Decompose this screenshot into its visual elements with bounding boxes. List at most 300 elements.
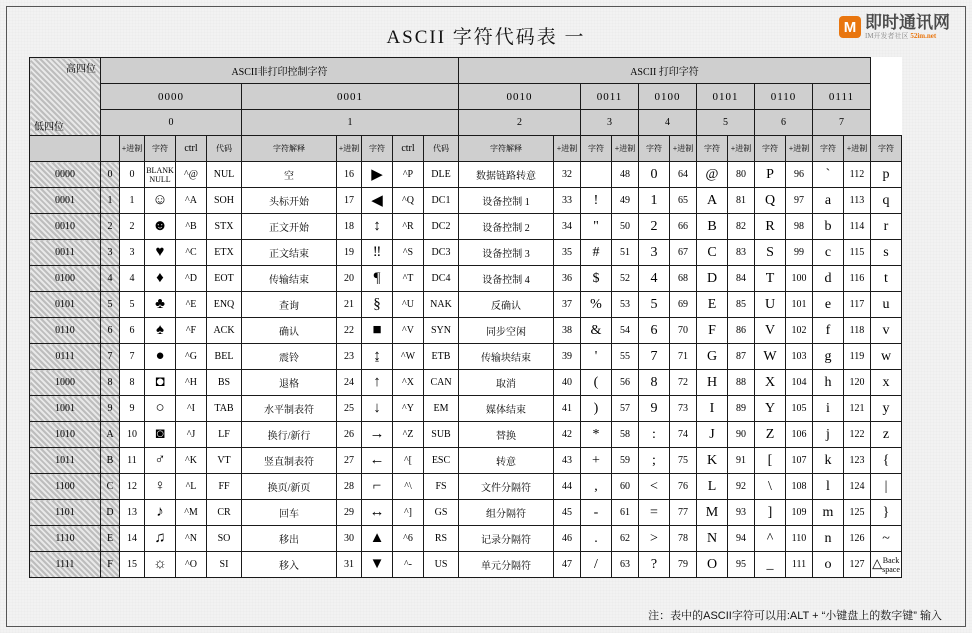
cell-ctrl: ^E (176, 292, 207, 318)
cell-printable-char: O (697, 552, 728, 578)
cell-printable-dec: 34 (554, 214, 581, 240)
cell-printable-dec: 56 (612, 370, 639, 396)
cell-printable-char: ? (639, 552, 670, 578)
cell-printable-char: $ (581, 266, 612, 292)
col-header-pdec-0: +进制 (554, 136, 581, 162)
cell-printable-char: 4 (639, 266, 670, 292)
cell-printable-char: E (697, 292, 728, 318)
hex-group-1: 1 (242, 110, 459, 136)
cell-code: CAN (424, 370, 459, 396)
cell-code: ETB (424, 344, 459, 370)
cell-printable-char: i (813, 396, 844, 422)
cell-printable-char: 2 (639, 214, 670, 240)
cell-printable-dec: 70 (670, 318, 697, 344)
cell-printable-dec: 90 (728, 422, 755, 448)
col-header-pdec-5: +进制 (844, 136, 871, 162)
cell-code: NAK (424, 292, 459, 318)
cell-printable-dec: 78 (670, 526, 697, 552)
cell-ctrl: ^B (176, 214, 207, 240)
cell-code: ACK (207, 318, 242, 344)
cell-ctrl: ^O (176, 552, 207, 578)
cell-desc: 媒体结束 (459, 396, 554, 422)
cell-printable-char: r (871, 214, 902, 240)
cell-printable-dec: 63 (612, 552, 639, 578)
cell-printable-char: 6 (639, 318, 670, 344)
cell-printable-char: g (813, 344, 844, 370)
cell-printable-dec: 91 (728, 448, 755, 474)
cell-desc: 文件分隔符 (459, 474, 554, 500)
row-bin: 0110 (30, 318, 101, 344)
cell-ctrl: ^R (393, 214, 424, 240)
cell-desc: 头标开始 (242, 188, 337, 214)
cell-printable-char: C (697, 240, 728, 266)
cell-printable-dec: 75 (670, 448, 697, 474)
cell-printable-dec: 105 (786, 396, 813, 422)
col-header-pchar-4: 字符 (813, 136, 844, 162)
hex-group-3: 3 (581, 110, 639, 136)
cell-printable-char: @ (697, 162, 728, 188)
col-header-pchar-5: 字符 (871, 136, 902, 162)
cell-ctrl: ^H (176, 370, 207, 396)
cell-char: ▶ (362, 162, 393, 188)
cell-printable-dec: 111 (786, 552, 813, 578)
col-header-desc-0: 字符解释 (242, 136, 337, 162)
cell-code: ENQ (207, 292, 242, 318)
logo-text (865, 14, 950, 40)
row-bin: 1001 (30, 396, 101, 422)
table-row (30, 344, 902, 370)
cell-dec: 20 (337, 266, 362, 292)
cell-printable-dec: 86 (728, 318, 755, 344)
footer-note: 注：表中的ASCII字符可以用:ALT + “小键盘上的数字键” 输入 (648, 610, 942, 622)
row-hex: 4 (101, 266, 120, 292)
cell-dec: 10 (120, 422, 145, 448)
cell-dec: 8 (120, 370, 145, 396)
cell-printable-char: R (755, 214, 786, 240)
cell-desc: 记录分隔符 (459, 526, 554, 552)
cell-printable-dec: 79 (670, 552, 697, 578)
cell-printable-char: v (871, 318, 902, 344)
table-row (30, 448, 902, 474)
col-header-pdec-3: +进制 (728, 136, 755, 162)
cell-dec: 16 (337, 162, 362, 188)
cell-dec: 13 (120, 500, 145, 526)
col-header-code-0: 代码 (207, 136, 242, 162)
cell-char: ☼ (145, 552, 176, 578)
row-bin: 1000 (30, 370, 101, 396)
cell-char: ♀ (145, 474, 176, 500)
cell-printable-char: B (697, 214, 728, 240)
row-bin: 1011 (30, 448, 101, 474)
cell-printable-dec: 110 (786, 526, 813, 552)
cell-printable-dec: 118 (844, 318, 871, 344)
cell-printable-char: 9 (639, 396, 670, 422)
cell-printable-char: b (813, 214, 844, 240)
row-bin: 1100 (30, 474, 101, 500)
cell-dec: 12 (120, 474, 145, 500)
cell-code: DC4 (424, 266, 459, 292)
cell-desc: 震铃 (242, 344, 337, 370)
cell-printable-char: % (581, 292, 612, 318)
col-header-hex (101, 136, 120, 162)
cell-printable-char: ( (581, 370, 612, 396)
cell-dec: 31 (337, 552, 362, 578)
cell-code: EOT (207, 266, 242, 292)
cell-char: ☻ (145, 214, 176, 240)
cell-printable-dec: 125 (844, 500, 871, 526)
cell-printable-dec: 73 (670, 396, 697, 422)
cell-ctrl: ^Z (393, 422, 424, 448)
cell-printable-char: I (697, 396, 728, 422)
cell-printable-char: / (581, 552, 612, 578)
cell-ctrl: ^L (176, 474, 207, 500)
cell-code: SYN (424, 318, 459, 344)
cell-code: RS (424, 526, 459, 552)
cell-printable-char: } (871, 500, 902, 526)
cell-printable-dec: 71 (670, 344, 697, 370)
cell-ctrl: ^J (176, 422, 207, 448)
cell-printable-char: ) (581, 396, 612, 422)
cell-ctrl: ^P (393, 162, 424, 188)
cell-char: ○ (145, 396, 176, 422)
cell-printable-dec: 115 (844, 240, 871, 266)
table-row (30, 214, 902, 240)
cell-dec: 25 (337, 396, 362, 422)
cell-printable-dec: 113 (844, 188, 871, 214)
hex-group-5: 5 (697, 110, 755, 136)
cell-printable-dec: 124 (844, 474, 871, 500)
cell-dec: 27 (337, 448, 362, 474)
cell-printable-char: \ (755, 474, 786, 500)
cell-code: BEL (207, 344, 242, 370)
cell-printable-char: w (871, 344, 902, 370)
cell-printable-dec: 96 (786, 162, 813, 188)
cell-printable-dec: 47 (554, 552, 581, 578)
cell-desc: 竖直制表符 (242, 448, 337, 474)
row-hex: 6 (101, 318, 120, 344)
hex-group-6: 6 (755, 110, 813, 136)
cell-printable-dec: 119 (844, 344, 871, 370)
cell-printable-char: t (871, 266, 902, 292)
cell-ctrl: ^Q (393, 188, 424, 214)
cell-char: ↔ (362, 500, 393, 526)
cell-code: STX (207, 214, 242, 240)
cell-code: DLE (424, 162, 459, 188)
cell-printable-char: ' (581, 344, 612, 370)
cell-printable-char: { (871, 448, 902, 474)
cell-char: ♂ (145, 448, 176, 474)
cell-printable-dec: 82 (728, 214, 755, 240)
cell-printable-char: A (697, 188, 728, 214)
cell-char: ■ (362, 318, 393, 344)
cell-printable-char: ] (755, 500, 786, 526)
cell-dec: 23 (337, 344, 362, 370)
cell-printable-dec: 64 (670, 162, 697, 188)
cell-printable-char: ^ (755, 526, 786, 552)
bin-group-2: 0010 (459, 84, 581, 110)
cell-desc: 设备控制 2 (459, 214, 554, 240)
cell-printable-dec: 37 (554, 292, 581, 318)
cell-desc: 替换 (459, 422, 554, 448)
cell-printable-char: Z (755, 422, 786, 448)
table-row (30, 318, 902, 344)
cell-desc: 正文结束 (242, 240, 337, 266)
cell-printable-char: _ (755, 552, 786, 578)
bin-group-1: 0001 (242, 84, 459, 110)
cell-printable-char: ! (581, 188, 612, 214)
hex-group-7: 7 (813, 110, 871, 136)
cell-dec: 1 (120, 188, 145, 214)
cell-printable-dec: 33 (554, 188, 581, 214)
cell-dec: 3 (120, 240, 145, 266)
cell-desc: 单元分隔符 (459, 552, 554, 578)
cell-code: ESC (424, 448, 459, 474)
cell-printable-dec: 94 (728, 526, 755, 552)
cell-dec: 14 (120, 526, 145, 552)
cell-printable-dec: 89 (728, 396, 755, 422)
cell-printable-dec: 103 (786, 344, 813, 370)
cell-printable-dec: 59 (612, 448, 639, 474)
cell-dec: 17 (337, 188, 362, 214)
cell-printable-char: o (813, 552, 844, 578)
cell-ctrl: ^] (393, 500, 424, 526)
cell-printable-dec: 109 (786, 500, 813, 526)
cell-printable-char: [ (755, 448, 786, 474)
bin-group-3: 0011 (581, 84, 639, 110)
cell-ctrl: ^F (176, 318, 207, 344)
cell-printable-dec: 116 (844, 266, 871, 292)
cell-printable-dec: 60 (612, 474, 639, 500)
cell-printable-dec: 43 (554, 448, 581, 474)
cell-dec: 0 (120, 162, 145, 188)
cell-printable-char: D (697, 266, 728, 292)
cell-printable-dec: 66 (670, 214, 697, 240)
cell-printable-char: x (871, 370, 902, 396)
cell-printable-dec: 62 (612, 526, 639, 552)
cell-ctrl: ^M (176, 500, 207, 526)
cell-printable-char: n (813, 526, 844, 552)
row-hex: 9 (101, 396, 120, 422)
bin-group-7: 0111 (813, 84, 871, 110)
cell-desc: 查询 (242, 292, 337, 318)
cell-desc: 设备控制 4 (459, 266, 554, 292)
row-hex: C (101, 474, 120, 500)
cell-printable-char: a (813, 188, 844, 214)
cell-printable-char: 0 (639, 162, 670, 188)
cell-printable-char: L (697, 474, 728, 500)
cell-printable-char: p (871, 162, 902, 188)
cell-printable-char: M (697, 500, 728, 526)
cell-code: TAB (207, 396, 242, 422)
cell-printable-char: h (813, 370, 844, 396)
cell-printable-char: X (755, 370, 786, 396)
cell-printable-char: 1 (639, 188, 670, 214)
cell-printable-char: U (755, 292, 786, 318)
col-header-pchar-0: 字符 (581, 136, 612, 162)
cell-dec: 15 (120, 552, 145, 578)
cell-ctrl: ^I (176, 396, 207, 422)
cell-printable-dec: 106 (786, 422, 813, 448)
group-printable-header: ASCII 打印字符 (459, 58, 871, 84)
cell-printable-dec: 39 (554, 344, 581, 370)
col-header-pchar-1: 字符 (639, 136, 670, 162)
cell-printable-dec: 101 (786, 292, 813, 318)
table-row (30, 552, 902, 578)
cell-code: ETX (207, 240, 242, 266)
cell-char: ▼ (362, 552, 393, 578)
cell-dec: 6 (120, 318, 145, 344)
col-header-bin (30, 136, 101, 162)
hex-group-2: 2 (459, 110, 581, 136)
cell-printable-dec: 104 (786, 370, 813, 396)
col-header-desc-1: 字符解释 (459, 136, 554, 162)
cell-printable-dec: 117 (844, 292, 871, 318)
cell-desc: 退格 (242, 370, 337, 396)
cell-code: LF (207, 422, 242, 448)
cell-desc: 传输结束 (242, 266, 337, 292)
col-header-ctrl-0: ctrl (176, 136, 207, 162)
cell-char: ◘ (145, 370, 176, 396)
cell-ctrl: ^U (393, 292, 424, 318)
row-hex: B (101, 448, 120, 474)
col-header-code-1: 代码 (424, 136, 459, 162)
cell-printable-dec: 83 (728, 240, 755, 266)
bin-group-6: 0110 (755, 84, 813, 110)
cell-printable-dec: 85 (728, 292, 755, 318)
row-bin: 0000 (30, 162, 101, 188)
cell-printable-char: q (871, 188, 902, 214)
cell-ctrl: ^T (393, 266, 424, 292)
cell-desc: 组分隔符 (459, 500, 554, 526)
hex-group-4: 4 (639, 110, 697, 136)
col-header-dec-0: +进制 (120, 136, 145, 162)
cell-printable-char: m (813, 500, 844, 526)
cell-printable-dec: 122 (844, 422, 871, 448)
col-header-ctrl-1: ctrl (393, 136, 424, 162)
row-bin: 0101 (30, 292, 101, 318)
cell-printable-char: , (581, 474, 612, 500)
cell-printable-char: △Back space (871, 552, 902, 578)
cell-printable-dec: 84 (728, 266, 755, 292)
cell-char: § (362, 292, 393, 318)
logo-sub-right: 52im.net (910, 32, 937, 40)
row-bin: 0111 (30, 344, 101, 370)
table-row (30, 500, 902, 526)
cell-dec: 18 (337, 214, 362, 240)
cell-printable-dec: 46 (554, 526, 581, 552)
cell-ctrl: ^W (393, 344, 424, 370)
cell-printable-char: S (755, 240, 786, 266)
cell-printable-dec: 65 (670, 188, 697, 214)
row-bin: 1101 (30, 500, 101, 526)
cell-printable-char: W (755, 344, 786, 370)
cell-printable-char: e (813, 292, 844, 318)
row-hex: D (101, 500, 120, 526)
cell-printable-dec: 42 (554, 422, 581, 448)
cell-printable-dec: 93 (728, 500, 755, 526)
page-title: ASCII 字符代码表 一 (386, 27, 586, 48)
cell-ctrl: ^\ (393, 474, 424, 500)
cell-code: GS (424, 500, 459, 526)
row-hex: 7 (101, 344, 120, 370)
cell-dec: 11 (120, 448, 145, 474)
cell-printable-char: 5 (639, 292, 670, 318)
cell-printable-char: u (871, 292, 902, 318)
col-header-pdec-1: +进制 (612, 136, 639, 162)
cell-printable-char: ` (813, 162, 844, 188)
row-hex: 2 (101, 214, 120, 240)
bin-group-4: 0100 (639, 84, 697, 110)
cell-desc: 反确认 (459, 292, 554, 318)
col-header-char-1: 字符 (362, 136, 393, 162)
cell-printable-char: z (871, 422, 902, 448)
cell-dec: 19 (337, 240, 362, 266)
cell-printable-char: Q (755, 188, 786, 214)
cell-ctrl: ^C (176, 240, 207, 266)
cell-printable-dec: 44 (554, 474, 581, 500)
row-bin: 1010 (30, 422, 101, 448)
cell-char: ◙ (145, 422, 176, 448)
cell-desc: 移入 (242, 552, 337, 578)
cell-printable-dec: 58 (612, 422, 639, 448)
cell-char: ♪ (145, 500, 176, 526)
cell-printable-dec: 102 (786, 318, 813, 344)
cell-printable-dec: 87 (728, 344, 755, 370)
cell-desc: 空 (242, 162, 337, 188)
table-row (30, 188, 902, 214)
cell-printable-char: c (813, 240, 844, 266)
cell-printable-char: ~ (871, 526, 902, 552)
logo-mark-icon: M (839, 16, 861, 38)
table-row (30, 162, 902, 188)
cell-desc: 换行/新行 (242, 422, 337, 448)
cell-printable-char: N (697, 526, 728, 552)
cell-char: → (362, 422, 393, 448)
cell-printable-dec: 80 (728, 162, 755, 188)
cell-ctrl: ^A (176, 188, 207, 214)
cell-printable-dec: 68 (670, 266, 697, 292)
cell-code: EM (424, 396, 459, 422)
cell-desc: 确认 (242, 318, 337, 344)
cell-code: SO (207, 526, 242, 552)
cell-printable-char: 8 (639, 370, 670, 396)
table-row (30, 526, 902, 552)
cell-dec: 4 (120, 266, 145, 292)
cell-char: ¶ (362, 266, 393, 292)
cell-printable-dec: 107 (786, 448, 813, 474)
cell-code: BS (207, 370, 242, 396)
col-header-pdec-2: +进制 (670, 136, 697, 162)
cell-printable-dec: 99 (786, 240, 813, 266)
table-row (30, 240, 902, 266)
cell-printable-dec: 49 (612, 188, 639, 214)
row-hex: 5 (101, 292, 120, 318)
table-row (30, 266, 902, 292)
cell-desc: 设备控制 1 (459, 188, 554, 214)
cell-printable-char: d (813, 266, 844, 292)
cell-code: SI (207, 552, 242, 578)
cell-dec: 9 (120, 396, 145, 422)
cell-code: FF (207, 474, 242, 500)
row-bin: 0011 (30, 240, 101, 266)
row-hex: 8 (101, 370, 120, 396)
cell-printable-char: # (581, 240, 612, 266)
cell-desc: 同步空闲 (459, 318, 554, 344)
cell-printable-dec: 32 (554, 162, 581, 188)
cell-printable-char: y (871, 396, 902, 422)
cell-printable-char: T (755, 266, 786, 292)
table-row (30, 292, 902, 318)
